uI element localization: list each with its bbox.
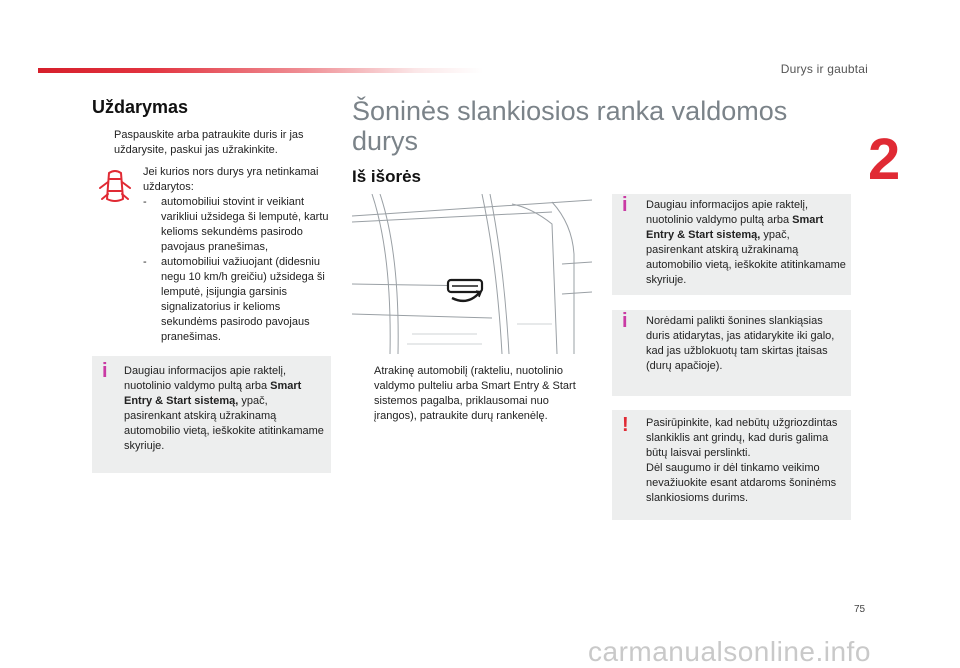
right-info-note-2-text: Norėdami palikti šonines slankiąsias duris atidarytas, jas atidarykite iki galo, kad jas užblokuotų tam skirtas įtaisas (durų apačioje). <box>646 315 835 372</box>
info-icon: i <box>622 194 628 216</box>
dash-marker: - <box>143 256 147 268</box>
right-info-note-2 <box>612 310 851 396</box>
closing-heading: Uždarymas <box>92 97 189 117</box>
warning-exclamation-icon: ! <box>622 414 629 436</box>
info-icon: i <box>622 310 628 332</box>
watermark: carmanualsonline.info <box>588 636 871 667</box>
sliding-door-handle-illustration <box>352 194 592 354</box>
note-bold-text: Smart Entry & Start sistemą, <box>646 214 824 241</box>
note-text: Daugiau informacijos apie raktelį, nuotolinio valdymo pultą arba <box>646 199 809 226</box>
subsection-heading: Iš išorės <box>352 167 421 186</box>
door-warning-item <box>143 195 333 255</box>
closing-bullet-text: Paspauskite arba patraukite duris ir jas uždarysite, paskui jas užrakinkite. <box>114 129 304 156</box>
closing-bullet <box>92 128 322 158</box>
dash-marker: - <box>143 196 147 208</box>
page-number: 75 <box>854 604 866 615</box>
note-text: ypač, pasirenkant atskirą užrakinamą automobilio vietą, ieškokite atitinkamame skyriuje. <box>124 395 324 452</box>
right-warning-note-text <box>646 416 848 506</box>
unlock-bullet <box>352 364 588 424</box>
note-bold-text: Smart Entry & Start sistemą, <box>124 380 302 407</box>
door-warning-item <box>143 255 333 345</box>
page-title: Šoninės slankiosios ranka valdomos durys <box>352 96 788 156</box>
left-info-note-text <box>124 364 324 454</box>
door-warning-text <box>143 165 333 345</box>
door-warning-intro: Jei kurios nors durys yra netinkamai uždarytos: <box>143 166 319 193</box>
left-info-note <box>92 356 331 473</box>
right-warning-note <box>612 410 851 520</box>
right-info-note-1 <box>612 194 851 295</box>
warning-line: Pasirūpinkite, kad nebūtų užgriozdintas slankiklis ant grindų, kad duris galima būtų laisvai perslinkti. <box>646 417 838 459</box>
door-open-warning-icon <box>96 167 134 207</box>
note-text: Daugiau informacijos apie raktelį, nuotolinio valdymo pultą arba <box>124 365 287 392</box>
header-accent-bar <box>38 68 483 73</box>
info-icon: i <box>102 360 108 382</box>
chapter-number: 2 <box>868 127 901 192</box>
door-warning-item-text: automobiliui stovint ir veikiant varikliui užsidega ši lemputė, kartu kelioms sekundėms pasirodo pavojaus pranešimas, <box>161 196 329 253</box>
section-title: Durys ir gaubtai <box>780 62 868 76</box>
note-text: ypač, pasirenkant atskirą užrakinamą automobilio vietą, ieškokite atitinkamame skyriuje. <box>646 229 846 286</box>
right-info-note-1-text <box>646 198 846 288</box>
warning-line: Dėl saugumo ir dėl tinkamo veikimo nevažiuokite esant atdaroms šoninėms slankiosioms durims. <box>646 462 837 504</box>
unlock-bullet-text: Atrakinę automobilį (rakteliu, nuotolinio valdymo pulteliu arba Smart Entry & Start sistemos pagalba, priklausomai nuo įrangos), patraukite durų rankenėlę. <box>374 365 576 422</box>
door-warning-item-text: automobiliui važiuojant (didesniu negu 10 km/h greičiu) užsidega ši lemputė, įsijungia garsinis signalizatorius ir kelioms sekundėms pasirodo pavojaus pranešimas. <box>161 256 325 343</box>
